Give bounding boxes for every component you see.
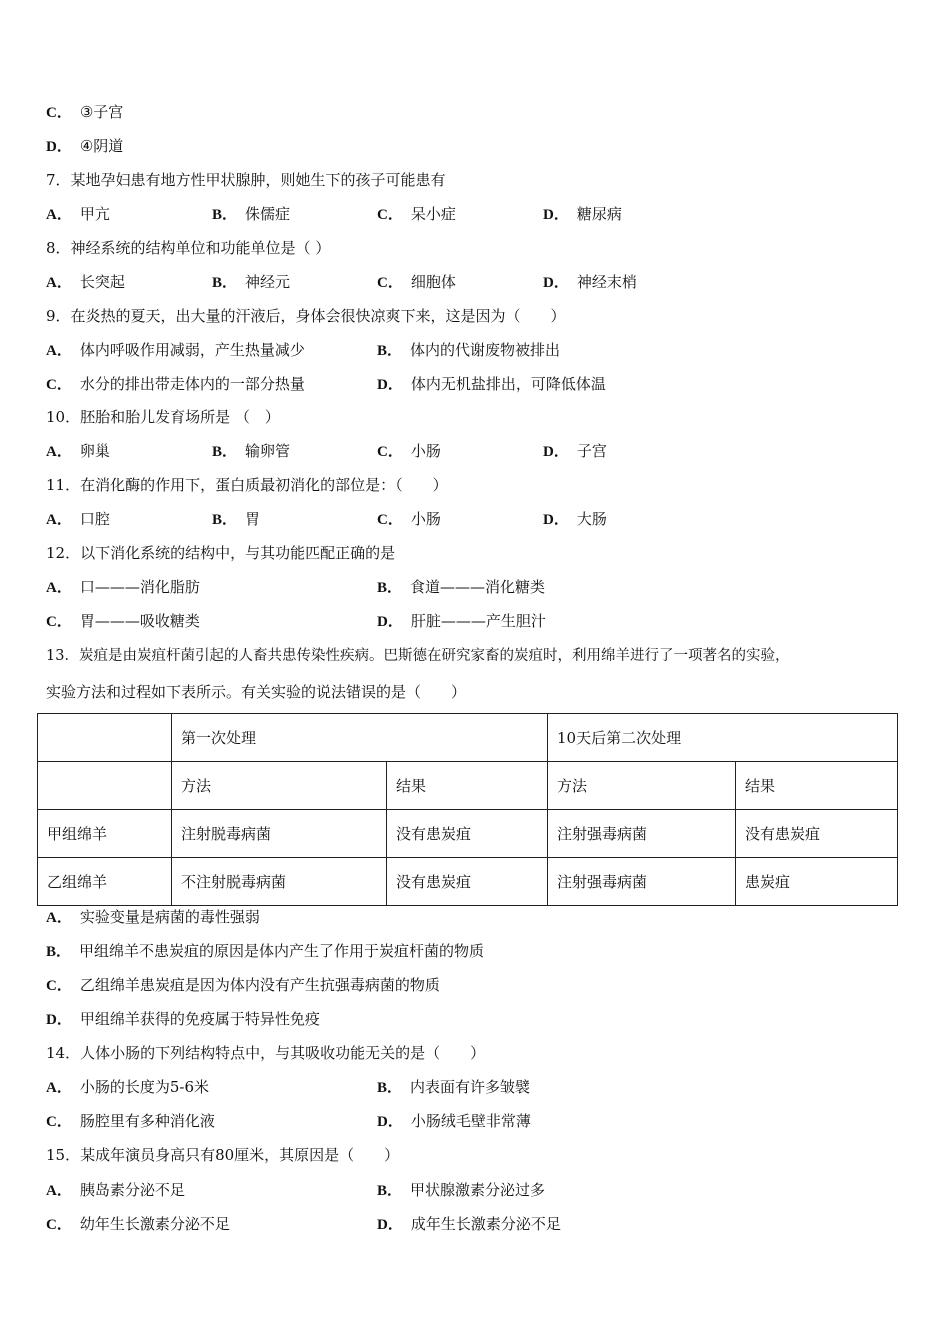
option-d: D． 肝脏———产生胆汁 <box>377 612 546 630</box>
option-line <box>46 135 123 157</box>
table-cell: 乙组绵羊 <box>38 858 172 906</box>
table-cell: 患炭疽 <box>736 858 898 906</box>
table-header-row <box>38 714 898 762</box>
option-c: C． 小肠 <box>377 442 441 460</box>
question-8-stem: 8．神经系统的结构单位和功能单位是（ ） <box>46 239 331 257</box>
option-text: ④阴道 <box>79 137 124 155</box>
option-letter: D． <box>46 139 72 155</box>
option-a: A． 体内呼吸作用减弱，产生热量减少 <box>46 341 305 359</box>
table-cell <box>38 762 172 810</box>
question-13-option-b: B． 甲组绵羊不患炭疽的原因是体内产生了作用于炭疽杆菌的物质 <box>46 942 485 960</box>
table-row <box>38 810 898 858</box>
option-a: A． 卵巢 <box>46 442 110 460</box>
question-13-stem-line1: 13．炭疽是由炭疽杆菌引起的人畜共患传染性疾病。巴斯德在研究家畜的炭疽时，利用绵羊进行了一项著名的实验， <box>46 648 790 664</box>
option-c: C． 胃———吸收糖类 <box>46 612 200 630</box>
option-d: D． 小肠绒毛壁非常薄 <box>377 1112 531 1130</box>
table-header-cell: 10天后第二次处理 <box>548 714 898 762</box>
table-header-cell: 第一次处理 <box>172 714 548 762</box>
table-cell: 注射强毒病菌 <box>548 858 736 906</box>
option-b: B． 甲状腺激素分泌过多 <box>377 1181 546 1199</box>
question-7-stem: 7．某地孕妇患有地方性甲状腺肿，则她生下的孩子可能患有 <box>46 171 446 189</box>
option-b: B． 内表面有许多皱襞 <box>377 1078 531 1096</box>
option-c: C． 水分的排出带走体内的一部分热量 <box>46 375 305 393</box>
table-header-cell: 方法 <box>172 762 387 810</box>
option-a: A． 长突起 <box>46 273 125 291</box>
option-c: C． 呆小症 <box>377 205 456 223</box>
table-cell <box>38 714 172 762</box>
table-cell: 注射强毒病菌 <box>548 810 736 858</box>
option-c: C． 幼年生长激素分泌不足 <box>46 1215 230 1233</box>
option-c: C． 肠腔里有多种消化液 <box>46 1112 215 1130</box>
question-13-option-a: A． 实验变量是病菌的毒性强弱 <box>46 908 260 926</box>
option-b: B． 输卵管 <box>212 442 291 460</box>
question-12-stem: 12．以下消化系统的结构中，与其功能匹配正确的是 <box>46 544 396 562</box>
option-c: C． 细胞体 <box>377 273 456 291</box>
table-cell: 甲组绵羊 <box>38 810 172 858</box>
option-b: B． 体内的代谢废物被排出 <box>377 341 561 359</box>
table-row <box>38 858 898 906</box>
table-subheader-row <box>38 762 898 810</box>
question-13-option-c: C． 乙组绵羊患炭疽是因为体内没有产生抗强毒病菌的物质 <box>46 976 440 994</box>
option-d: D． 体内无机盐排出，可降低体温 <box>377 375 606 393</box>
question-13-stem-line2: 实验方法和过程如下表所示。有关实验的说法错误的是（ ） <box>46 683 467 701</box>
question-15-stem: 15．某成年演员身高只有80厘米，其原因是（ ） <box>46 1146 400 1164</box>
experiment-table <box>37 713 898 906</box>
option-a: A． 小肠的长度为5-6米 <box>46 1078 209 1096</box>
option-letter: C． <box>46 105 72 121</box>
option-a: A． 口腔 <box>46 510 110 528</box>
option-d: D． 大肠 <box>543 510 607 528</box>
option-d: D． 糖尿病 <box>543 205 622 223</box>
option-d: D． 成年生长激素分泌不足 <box>377 1215 561 1233</box>
table-cell: 不注射脱毒病菌 <box>172 858 387 906</box>
option-d: D． 子宫 <box>543 442 607 460</box>
table-cell: 没有患炭疽 <box>387 810 548 858</box>
table-cell: 注射脱毒病菌 <box>172 810 387 858</box>
table-cell: 没有患炭疽 <box>387 858 548 906</box>
table-cell: 没有患炭疽 <box>736 810 898 858</box>
option-a: A． 口———消化脂肪 <box>46 578 200 596</box>
option-c: C． 小肠 <box>377 510 441 528</box>
table-header-cell: 结果 <box>736 762 898 810</box>
question-14-stem: 14．人体小肠的下列结构特点中，与其吸收功能无关的是（ ） <box>46 1044 486 1062</box>
option-b: B． 胃 <box>212 510 261 528</box>
option-line <box>46 101 123 123</box>
option-b: B． 侏儒症 <box>212 205 291 223</box>
question-13-option-d: D． 甲组绵羊获得的免疫属于特异性免疫 <box>46 1010 320 1028</box>
option-b: B． 食道———消化糖类 <box>377 578 546 596</box>
option-a: A． 甲亢 <box>46 205 110 223</box>
question-11-stem: 11．在消化酶的作用下，蛋白质最初消化的部位是：（ ） <box>46 476 448 494</box>
option-text: ③子宫 <box>79 103 124 121</box>
option-a: A． 胰岛素分泌不足 <box>46 1181 185 1199</box>
question-10-stem: 10．胚胎和胎儿发育场所是 （ ） <box>46 408 280 426</box>
option-b: B． 神经元 <box>212 273 291 291</box>
table-header-cell: 结果 <box>387 762 548 810</box>
question-9-stem: 9．在炎热的夏天，出大量的汗液后，身体会很快凉爽下来，这是因为（ ） <box>46 307 566 325</box>
option-d: D． 神经末梢 <box>543 273 637 291</box>
table-header-cell: 方法 <box>548 762 736 810</box>
